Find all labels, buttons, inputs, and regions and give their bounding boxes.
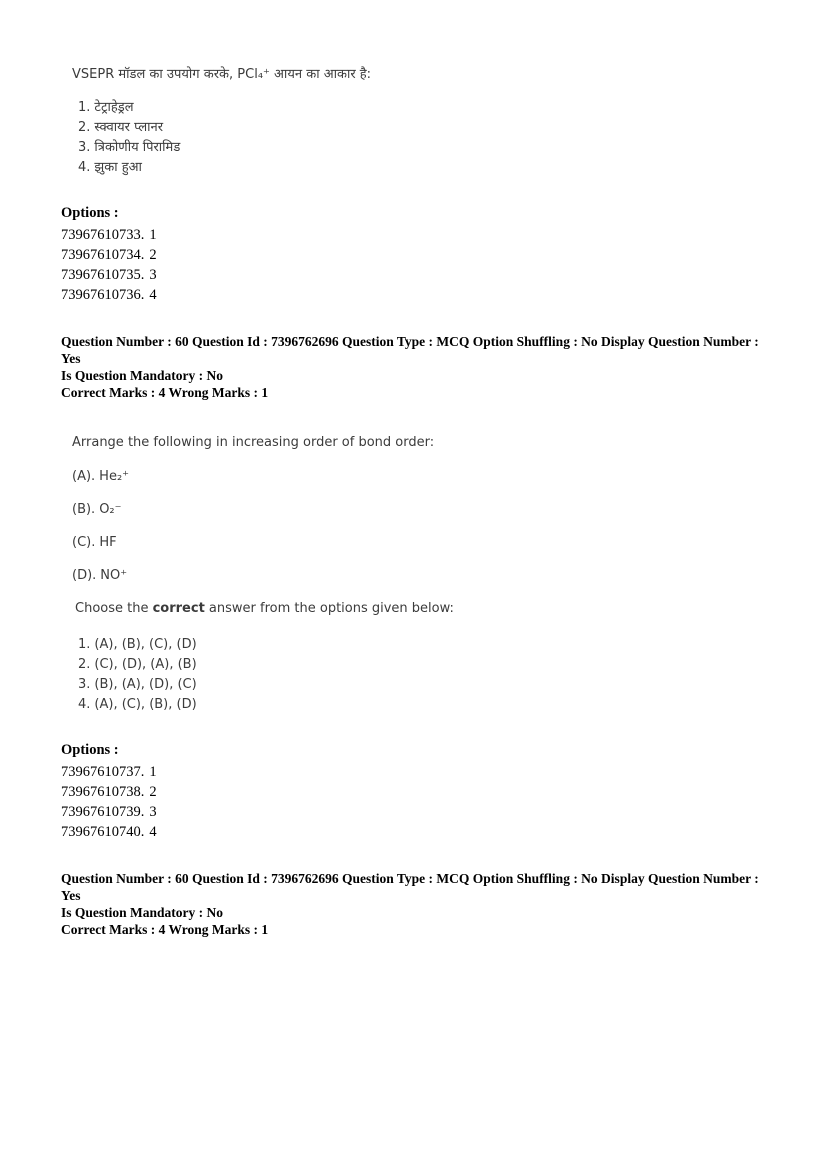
option-id: 73967610739.: [61, 804, 145, 820]
option-id: 73967610736.: [61, 287, 145, 303]
statement-text: NO⁺: [100, 568, 128, 583]
question-text: VSEPR मॉडल का उपयोग करके, PCl₄⁺ आयन का आकार है:: [72, 67, 372, 82]
option-id: 73967610737.: [61, 764, 145, 780]
choice-item: [78, 138, 786, 158]
option-id-row: [61, 802, 786, 822]
option-id: 73967610733.: [61, 227, 145, 243]
choice-text: (A), (B), (C), (D): [94, 637, 197, 652]
choice-list: [78, 635, 786, 715]
metadata-line: Is Question Mandatory : No: [61, 905, 224, 920]
choice-text: टेट्राहेड्रल: [94, 100, 134, 115]
question-text: Arrange the following in increasing order of bond order:: [72, 435, 435, 450]
option-id-row: [61, 225, 786, 245]
option-id: 73967610740.: [61, 824, 145, 840]
metadata-line: Correct Marks : 4 Wrong Marks : 1: [61, 922, 269, 937]
option-value: 4: [149, 287, 157, 303]
option-value: 2: [149, 784, 157, 800]
choice-list: [78, 98, 786, 178]
option-value: 1: [149, 764, 157, 780]
statement-item: [72, 568, 786, 584]
statement-label: (C).: [72, 535, 96, 550]
choice-number: 3.: [78, 677, 91, 692]
option-value: 2: [149, 247, 157, 263]
statement-item: [72, 502, 786, 518]
option-id-list: [61, 762, 786, 842]
question-metadata: [61, 333, 781, 401]
choice-number: 3.: [78, 140, 91, 155]
option-value: 3: [149, 267, 157, 283]
question-section-2: [61, 434, 786, 938]
options-label: Options :: [61, 205, 119, 221]
statement-label: (B).: [72, 502, 96, 517]
option-id-row: [61, 285, 786, 305]
metadata-line: Question Number : 60 Question Id : 7396762696 Question Type : MCQ Option Shuffling : No Display Question Number : Yes: [61, 871, 759, 903]
choose-suffix: answer from the options given below:: [204, 601, 454, 616]
choice-item: [78, 655, 786, 675]
option-id-list: [61, 225, 786, 305]
choice-text: (A), (C), (B), (D): [94, 697, 197, 712]
option-id-row: [61, 782, 786, 802]
statement-text: He₂⁺: [99, 469, 130, 484]
choice-text: (B), (A), (D), (C): [94, 677, 197, 692]
question-image-2: [72, 434, 786, 715]
choose-prefix: Choose the: [75, 601, 153, 616]
choice-item: [78, 675, 786, 695]
question-image-1: [72, 66, 786, 178]
choice-item: [78, 118, 786, 138]
choice-number: 4.: [78, 697, 91, 712]
option-value: 1: [149, 227, 157, 243]
choice-number: 1.: [78, 100, 91, 115]
choice-text: त्रिकोणीय पिरामिड: [94, 140, 181, 155]
option-id: 73967610738.: [61, 784, 145, 800]
choice-number: 2.: [78, 120, 91, 135]
statement-label: (A).: [72, 469, 96, 484]
statement-text: O₂⁻: [99, 502, 122, 517]
choose-instruction: [75, 601, 786, 617]
statement-list: [72, 469, 786, 584]
statement-item: [72, 535, 786, 551]
option-value: 4: [149, 824, 157, 840]
choice-number: 4.: [78, 160, 91, 175]
choose-bold-word: correct: [152, 601, 205, 616]
choice-item: [78, 158, 786, 178]
choice-text: (C), (D), (A), (B): [94, 657, 197, 672]
metadata-line: Correct Marks : 4 Wrong Marks : 1: [61, 385, 269, 400]
option-id-row: [61, 762, 786, 782]
choice-item: [78, 635, 786, 655]
choice-item: [78, 695, 786, 715]
options-label: Options :: [61, 742, 119, 758]
statement-label: (D).: [72, 568, 97, 583]
choice-text: झुका हुआ: [94, 160, 142, 175]
question-metadata: [61, 870, 781, 938]
option-id-row: [61, 245, 786, 265]
metadata-line: Question Number : 60 Question Id : 7396762696 Question Type : MCQ Option Shuffling : No Display Question Number : Yes: [61, 334, 759, 366]
choice-number: 1.: [78, 637, 91, 652]
option-id-row: [61, 822, 786, 842]
statement-item: [72, 469, 786, 485]
statement-text: HF: [99, 535, 117, 550]
choice-number: 2.: [78, 657, 91, 672]
option-id: 73967610735.: [61, 267, 145, 283]
option-value: 3: [149, 804, 157, 820]
option-id-row: [61, 265, 786, 285]
choice-item: [78, 98, 786, 118]
question-section-1: [61, 66, 786, 401]
metadata-line: Is Question Mandatory : No: [61, 368, 224, 383]
choice-text: स्क्वायर प्लानर: [94, 120, 164, 135]
option-id: 73967610734.: [61, 247, 145, 263]
